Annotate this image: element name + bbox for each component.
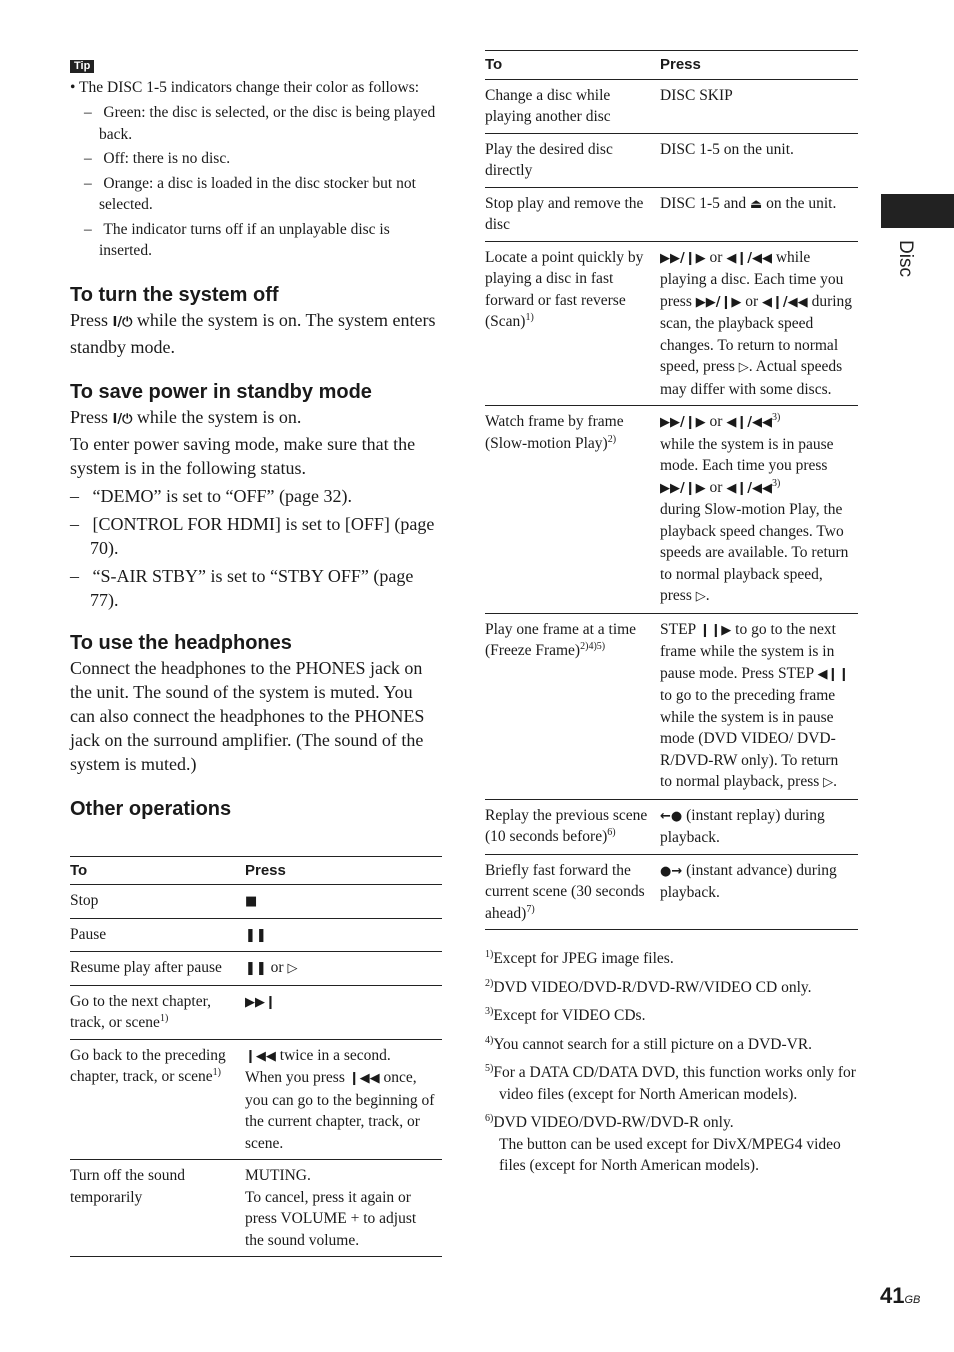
heading-other-operations: Other operations [70, 797, 232, 820]
section-tab-label: Disc [895, 240, 916, 277]
page-suffix: GB [904, 1294, 921, 1306]
table-row [485, 79, 858, 133]
previous-track-icon: ❙◀◀ [245, 1048, 276, 1064]
step-forward-icon: ❙❙▶ [699, 622, 732, 638]
tip-item: – Orange: a disc is loaded in the disc stocker but not selected. [84, 174, 416, 213]
cell-to: Change a disc while playing another disc [485, 79, 660, 133]
standby-item: – “S-AIR STBY” is set to “STBY OFF” (page 77). [70, 565, 414, 610]
previous-track-icon: ❙◀◀ [348, 1071, 380, 1086]
instant-advance-icon: ●→ [660, 863, 683, 879]
standby-item: – [CONTROL FOR HDMI] is set to [OFF] (page 70). [70, 513, 435, 558]
cell-press [245, 985, 442, 1039]
fast-forward-icon: ▶▶/❙▶ [660, 415, 706, 430]
eject-icon: ⏏ [749, 196, 763, 212]
step-back-icon: ◀❙❙ [817, 666, 850, 682]
standby-item: – “DEMO” is set to “OFF” (page 32). [70, 485, 352, 506]
power-icon: I/⏻ [112, 411, 133, 427]
cell-to: Stop play and remove the disc [485, 187, 660, 241]
cell-to: Locate a point quickly by playing a disc in fast forward or fast reverse (Scan)$^{1)}$ [485, 241, 660, 406]
cell-to: Turn off the sound temporarily [70, 1160, 245, 1257]
cell-press: ●→ (instant advance) during playback. [660, 854, 858, 930]
table-row [485, 187, 858, 241]
tip-badge: Tip [70, 60, 94, 73]
operations-table [485, 50, 858, 930]
cell-press [245, 885, 442, 919]
pause-icon: ❚❚ [245, 961, 267, 976]
fast-reverse-icon: ◀❙/◀◀ [726, 250, 772, 266]
pause-icon: ❚❚ [245, 927, 267, 943]
left-column [70, 56, 442, 1257]
column-header-to: To [70, 856, 245, 885]
headphones-text: Connect the headphones to the PHONES jack on the unit. The sound of the system is muted. You can also connect the headphones to the PHONES jack on the surround amplifier. (The sound of the system is muted.) [70, 657, 425, 774]
cell-press: MUTING. To cancel, press it again or press VOLUME + to adjust the sound volume. [245, 1160, 442, 1257]
cell-press: ❙◀◀ twice in a second. When you press ❙◀◀ once, you can go to the beginning of the current chapter, track, or scene. [245, 1039, 442, 1160]
tip-list [70, 77, 442, 262]
cell-to: Replay the previous scene (10 seconds before)$^{6)}$ [485, 799, 660, 854]
section-tab [881, 194, 954, 228]
table-row [485, 613, 858, 799]
cell-press [245, 918, 442, 952]
cell-press: STEP ❙❙▶ to go to the next frame while the system is in pause mode. Press STEP ◀❙❙ to go to the preceding frame while the system is in pause mode (DVD VIDEO/ DVD-R/DVD-RW only). To return to normal playback, press ▷. [660, 613, 858, 799]
table-header-row [70, 856, 442, 885]
page-number: 41GB [880, 1283, 921, 1308]
other-operations-table [70, 856, 442, 1258]
play-icon: ▷ [823, 775, 834, 790]
column-header-to: To [485, 51, 660, 80]
cell-to: Go back to the preceding chapter, track, or scene$^{1)}$ [70, 1039, 245, 1160]
cell-press: ▶▶/❙▶ or ◀❙/◀◀$^{3)}$ while the system is in pause mode. Each time you press ▶▶/❙▶ or ◀❙/◀◀$^{3)}$ during Slow-motion Play, the playback speed changes. Two speeds are available. To return to normal playback speed, press ▷. [660, 406, 858, 614]
cell-press: DISC 1-5 and ⏏ on the unit. [660, 187, 858, 241]
instant-replay-icon: ←● [660, 808, 683, 824]
footnote: $^{3)}$Except for VIDEO CDs. [485, 1005, 646, 1024]
footnote: $^{6)}$DVD VIDEO/DVD-RW/DVD-R only. The button can be used except for DivX/MPEG4 video files (except for North American models). [485, 1112, 841, 1174]
table-row [485, 133, 858, 187]
cell-press: DISC 1-5 on the unit. [660, 133, 858, 187]
tip-item: – Off: there is no disc. [84, 150, 231, 167]
heading-turn-off: To turn the system off [70, 283, 279, 306]
fast-reverse-icon: ◀❙/◀◀ [726, 480, 772, 496]
cell-to: Pause [70, 918, 245, 952]
play-icon: ▷ [695, 589, 706, 604]
cell-to: Resume play after pause [70, 952, 245, 986]
tip-item: – The indicator turns off if an unplayable disc is inserted. [84, 220, 390, 259]
cell-to: Play the desired disc directly [485, 133, 660, 187]
cell-to: Go to the next chapter, track, or scene$^{1)}$ [70, 985, 245, 1039]
footnote: $^{2)}$DVD VIDEO/DVD-R/DVD-RW/VIDEO CD only. [485, 977, 812, 996]
footnotes [485, 948, 858, 1177]
cell-to: Stop [70, 885, 245, 919]
table-row [70, 885, 442, 919]
table-header-row [485, 51, 858, 80]
footnote: $^{1)}$Except for JPEG image files. [485, 948, 674, 967]
cell-press: ←● (instant replay) during playback. [660, 799, 858, 854]
fast-forward-icon: ▶▶/❙▶ [660, 250, 706, 266]
standby-text-1: Press I/⏻ while the system is on. [70, 406, 302, 427]
footnote: $^{4)}$You cannot search for a still picture on a DVD-VR. [485, 1034, 813, 1053]
fast-forward-icon: ▶▶/❙▶ [695, 294, 742, 310]
turn-off-text: Press I/⏻ while the system is on. The system enters standby mode. [70, 309, 436, 357]
heading-standby: To save power in standby mode [70, 380, 372, 403]
cell-to: Watch frame by frame (Slow-motion Play)$^{2)}$ [485, 406, 660, 614]
footnote: $^{5)}$For a DATA CD/DATA DVD, this function works only for video files (except for North American models). [485, 1062, 856, 1103]
fast-reverse-icon: ◀❙/◀◀ [762, 294, 808, 310]
cell-press: DISC SKIP [660, 79, 858, 133]
table-row [485, 406, 858, 614]
table-row [70, 1039, 442, 1160]
cell-press: ▶▶/❙▶ or ◀❙/◀◀ while playing a disc. Each time you press ▶▶/❙▶ or ◀❙/◀◀ during scan, the playback speed changes. To return to normal speed, press ▷. Actual speeds may differ with some discs. [660, 241, 858, 406]
play-icon: ▷ [738, 360, 749, 375]
cell-to: Play one frame at a time (Freeze Frame)$^{2)4)5)}$ [485, 613, 660, 799]
table-row [70, 985, 442, 1039]
table-row [70, 952, 442, 986]
heading-headphones: To use the headphones [70, 631, 292, 654]
cell-press: ❚❚ or ▷ [245, 952, 442, 986]
table-row [70, 918, 442, 952]
right-column [485, 50, 858, 1184]
tip-bullet: • The DISC 1-5 indicators change their color as follows: [70, 79, 420, 96]
play-icon: ▷ [287, 961, 298, 976]
standby-text-2: To enter power saving mode, make sure that the system is in the following status. [70, 433, 416, 478]
table-row [485, 799, 858, 854]
table-row [485, 241, 858, 406]
tip-item: – Green: the disc is selected, or the disc is being played back. [84, 104, 436, 143]
fast-forward-icon: ▶▶/❙▶ [660, 480, 706, 496]
fast-reverse-icon: ◀❙/◀◀ [726, 415, 772, 430]
next-track-icon: ▶▶❙ [245, 994, 276, 1010]
column-header-press: Press [660, 51, 858, 80]
cell-to: Briefly fast forward the current scene (30 seconds ahead)$^{7)}$ [485, 854, 660, 930]
table-row [485, 854, 858, 930]
stop-icon: ■ [245, 894, 258, 909]
table-row [70, 1160, 442, 1257]
power-icon: I/⏻ [112, 314, 133, 330]
column-header-press: Press [245, 856, 442, 885]
